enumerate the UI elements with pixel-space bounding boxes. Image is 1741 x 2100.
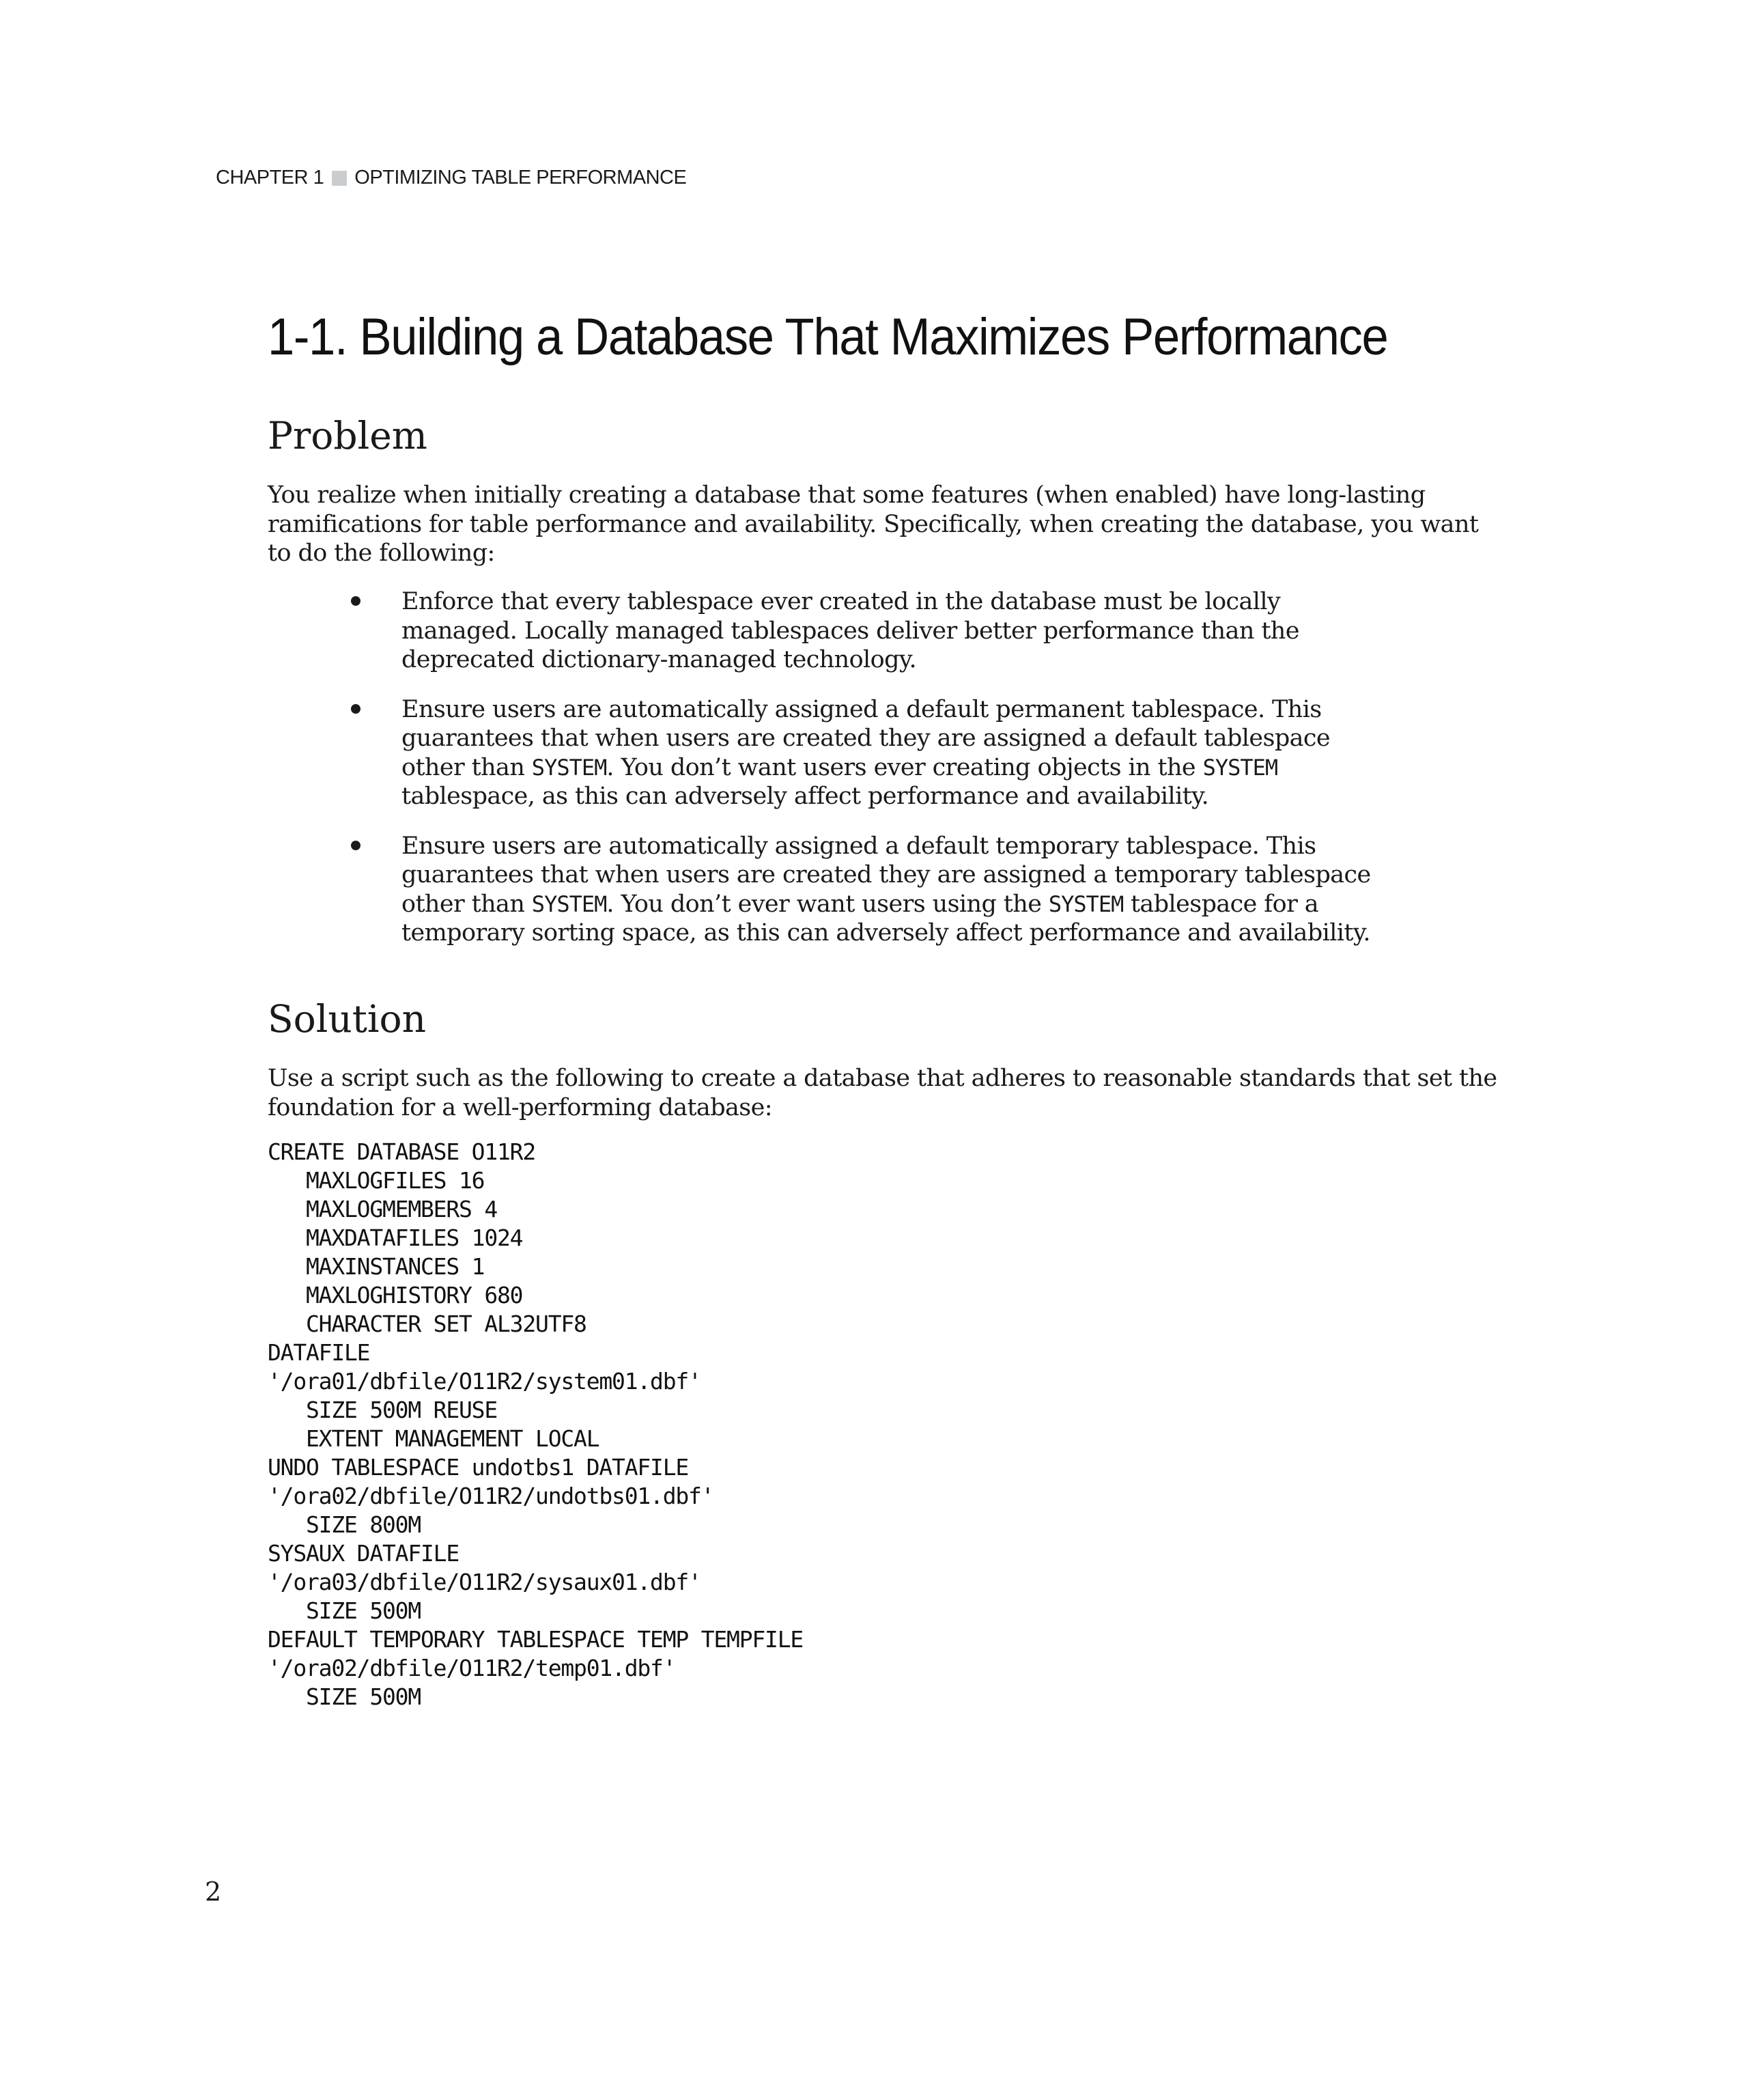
code-line: CREATE DATABASE O11R2	[268, 1138, 536, 1165]
code-line: MAXINSTANCES 1	[268, 1253, 485, 1280]
text-run: tablespace for a	[1123, 890, 1319, 918]
code-line: UNDO TABLESPACE undotbs1 DATAFILE	[268, 1454, 689, 1481]
text-run: Ensure users are automatically assigned a default permanent tablespace. This	[401, 695, 1322, 723]
sql-code-block	[268, 1138, 803, 1711]
solution-heading: Solution	[268, 997, 427, 1041]
problem-line: ramifications for table performance and availability. Specifically, when creating the database, you want	[268, 510, 1479, 538]
code-line: '/ora02/dbfile/O11R2/undotbs01.dbf'	[268, 1483, 714, 1509]
code-line: SIZE 500M REUSE	[268, 1397, 498, 1423]
list-item-line	[401, 860, 1428, 890]
code-line: MAXLOGFILES 16	[268, 1167, 485, 1194]
list-item-line	[401, 753, 1428, 783]
text-run: . You don’t ever want users using the	[606, 890, 1049, 918]
text-run: other than	[401, 890, 532, 918]
list-item-line	[401, 617, 1428, 646]
text-run: . You don’t want users ever creating objects in the	[606, 753, 1203, 781]
list-item-line	[401, 645, 1428, 675]
inline-code: SYSTEM	[1202, 754, 1278, 781]
chapter-label: CHAPTER 1	[216, 167, 324, 188]
list-item	[268, 587, 1428, 675]
running-header	[216, 167, 686, 189]
code-line: '/ora03/dbfile/O11R2/sysaux01.dbf'	[268, 1569, 701, 1595]
bullet-icon	[351, 841, 360, 850]
inline-code: SYSTEM	[531, 754, 607, 781]
list-item-line	[401, 587, 1428, 617]
list-item	[268, 695, 1428, 811]
text-run: guarantees that when users are created they are assigned a default tablespace	[401, 725, 1331, 752]
bullet-icon	[351, 596, 360, 606]
section-title: 1-1. Building a Database That Maximizes Performance	[268, 308, 1388, 366]
list-item-line	[401, 724, 1428, 753]
text-run: managed. Locally managed tablespaces deliver better performance than the	[401, 617, 1299, 645]
code-line: EXTENT MANAGEMENT LOCAL	[268, 1425, 599, 1452]
code-line: SYSAUX DATAFILE	[268, 1540, 459, 1567]
separator-square-icon	[332, 171, 347, 186]
code-line: MAXLOGMEMBERS 4	[268, 1196, 498, 1222]
code-line: SIZE 500M	[268, 1683, 421, 1710]
list-item-line	[401, 890, 1428, 919]
text-run: deprecated dictionary-managed technology.	[401, 646, 916, 673]
code-line: DATAFILE	[268, 1339, 370, 1366]
problem-line: to do the following:	[268, 540, 495, 567]
bullet-icon	[351, 704, 360, 714]
solution-paragraph	[268, 1064, 1497, 1122]
list-item	[268, 832, 1428, 948]
inline-code: SYSTEM	[1048, 891, 1124, 917]
list-item-line	[401, 919, 1428, 948]
code-line: CHARACTER SET AL32UTF8	[268, 1311, 586, 1337]
chapter-title: OPTIMIZING TABLE PERFORMANCE	[354, 167, 687, 188]
requirements-list	[268, 587, 1428, 968]
solution-line: foundation for a well-performing database:	[268, 1093, 772, 1121]
inline-code: SYSTEM	[531, 891, 607, 917]
problem-heading: Problem	[268, 414, 427, 458]
code-line: DEFAULT TEMPORARY TABLESPACE TEMP TEMPFILE	[268, 1626, 804, 1653]
list-item-line	[401, 695, 1428, 725]
problem-line: You realize when initially creating a database that some features (when enabled) have long-lasting	[268, 481, 1426, 509]
text-run: tablespace, as this can adversely affect performance and availability.	[401, 783, 1209, 810]
code-line: '/ora02/dbfile/O11R2/temp01.dbf'	[268, 1655, 676, 1681]
text-run: Ensure users are automatically assigned a default temporary tablespace. This	[401, 832, 1316, 860]
list-item-line	[401, 782, 1428, 811]
text-run: Enforce that every tablespace ever created in the database must be locally	[401, 588, 1281, 615]
code-line: MAXDATAFILES 1024	[268, 1224, 523, 1251]
page-number: 2	[205, 1877, 222, 1907]
solution-line: Use a script such as the following to create a database that adheres to reasonable standards that set the	[268, 1065, 1497, 1092]
text-run: temporary sorting space, as this can adversely affect performance and availability.	[401, 919, 1370, 947]
code-line: SIZE 800M	[268, 1511, 421, 1538]
code-line: '/ora01/dbfile/O11R2/system01.dbf'	[268, 1368, 701, 1395]
code-line: SIZE 500M	[268, 1597, 421, 1624]
code-line: MAXLOGHISTORY 680	[268, 1282, 523, 1308]
problem-paragraph	[268, 481, 1483, 568]
text-run: other than	[401, 753, 532, 781]
list-item-line	[401, 832, 1428, 861]
text-run: guarantees that when users are created they are assigned a temporary tablespace	[401, 861, 1371, 888]
